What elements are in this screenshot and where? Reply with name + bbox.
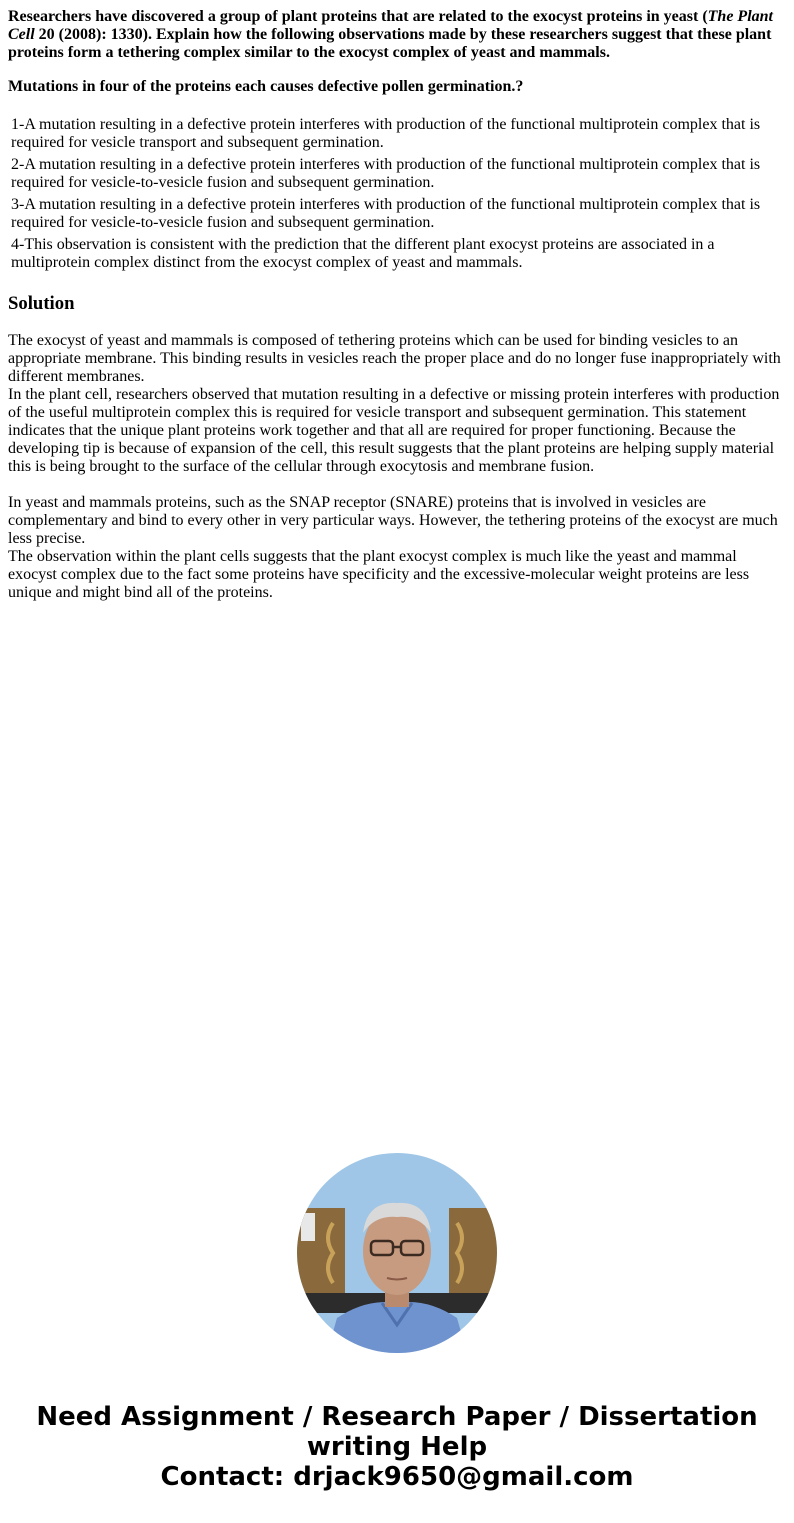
question-block [8,8,786,96]
citation-journal-title: The Plant Cell [8,8,773,43]
solution-heading: Solution [8,293,75,314]
author-photo [297,1153,497,1353]
option-text: 2-A mutation resulting in a defective protein interferes with production of the functional multiprotein complex that is required for vesicle-to-vesicle fusion and subsequent germination. [11,156,761,191]
option-row [10,195,784,233]
option-text: 1-A mutation resulting in a defective protein interferes with production of the functional multiprotein complex that is required for vesicle transport and subsequent germination. [11,116,761,151]
solution-body [8,332,786,602]
question-intro-part1: Researchers have discovered a group of plant proteins that are related to the exocyst proteins in yeast ( [8,8,708,25]
question-subquestion: Mutations in four of the proteins each causes defective pollen germination.? [8,78,524,95]
solution-paragraph: In the plant cell, researchers observed that mutation resulting in a defective or missing protein interferes with production of the useful multiprotein complex this is required for vesicle transport and subsequent germination. This statement indicates that the unique plant proteins work together and that all are required for proper functioning. Because the developing tip is because of expansion of the cell, this result suggests that the plant proteins are helping supply material this is being brought to the surface of the cellular through exocytosis and membrane fusion. [8,386,780,475]
paragraph-spacer [8,476,786,494]
solution-paragraph: The exocyst of yeast and mammals is composed of tethering proteins which can be used for binding vesicles to an appropriate membrane. This binding results in vesicles reach the proper place and do no longer fuse inappropriately with different membranes. [8,332,781,385]
option-row [10,115,784,153]
solution-paragraph: The observation within the plant cells suggests that the plant exocyst complex is much like the yeast and mammal exocyst complex due to the fact some proteins have specificity and the excessive-molecular weight proteins are less unique and might bind all of the proteins. [8,548,750,601]
footer-advert [0,1402,794,1492]
footer-contact-line: Contact: drjack9650@gmail.com [160,1462,634,1492]
option-row [10,235,784,273]
answer-options-table [8,113,786,275]
solution-paragraph: In yeast and mammals proteins, such as the SNAP receptor (SNARE) proteins that is involved in vesicles are complementary and bind to every other in very particular ways. However, the tethering proteins of the exocyst are much less precise. [8,494,778,547]
wall-switch [301,1213,315,1241]
footer-line-2: writing Help [306,1432,488,1462]
question-intro-part2: 20 (2008): 1330). Explain how the following observations made by these researchers suggest that these plant proteins form a tethering complex similar to the exocyst complex of yeast and mammals. [8,26,772,61]
question-intro [8,8,786,62]
option-text: 4-This observation is consistent with the prediction that the different plant exocyst proteins are associated in a multiprotein complex distinct from the exocyst complex of yeast and mammals. [11,236,715,271]
option-row [10,155,784,193]
footer-line-1: Need Assignment / Research Paper / Dissertation [36,1402,758,1432]
author-avatar [297,1153,497,1353]
option-text: 3-A mutation resulting in a defective protein interferes with production of the functional multiprotein complex that is required for vesicle-to-vesicle fusion and subsequent germination. [11,196,761,231]
